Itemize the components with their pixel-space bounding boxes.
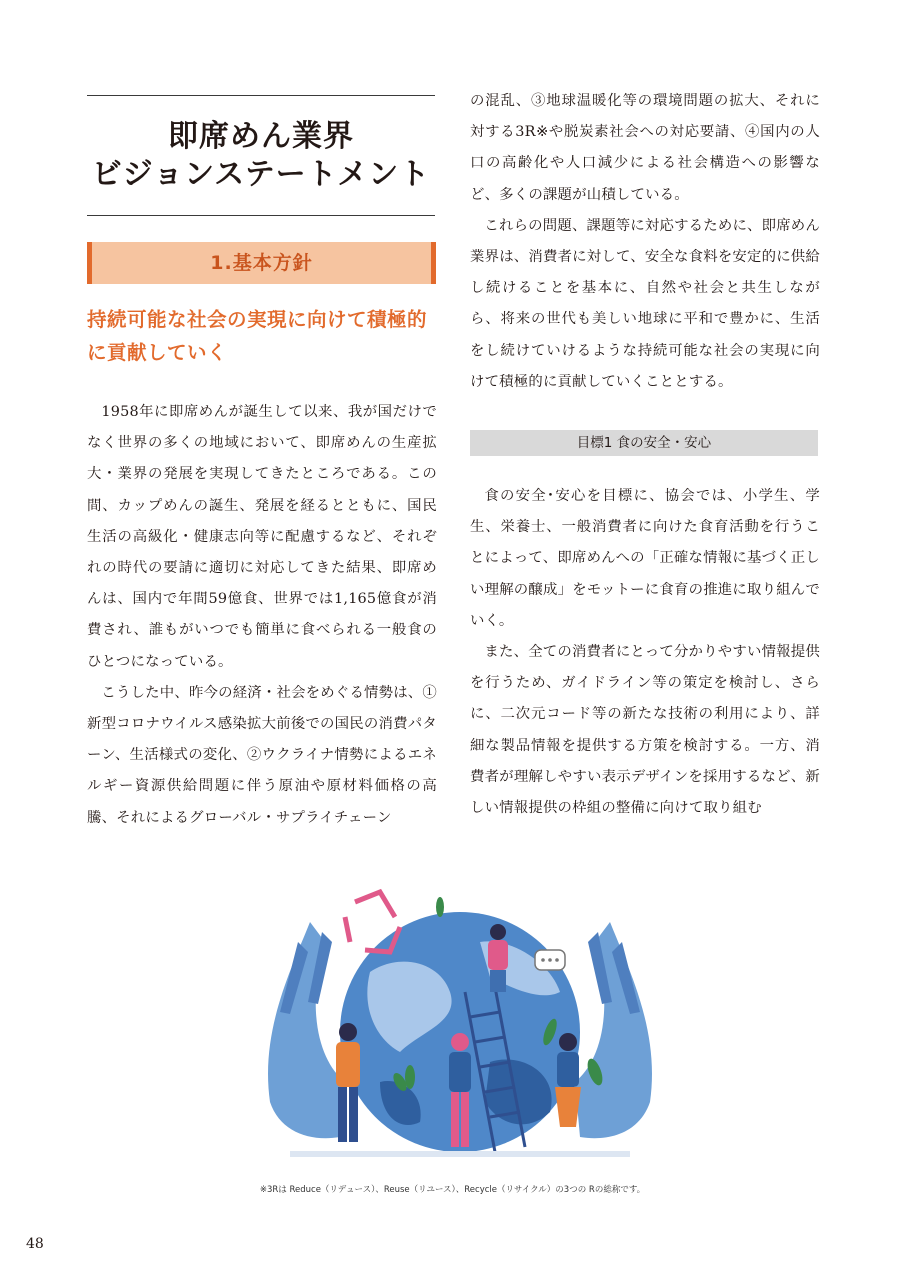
- title-line-1: 即席めん業界: [168, 119, 354, 154]
- footnote: ※3Rは Reduce（リデュース）、Reuse（リユース）、Recycle（リサイクル）の3つの Rの総称です。: [259, 1185, 646, 1195]
- speech-bubble-icon: [535, 950, 565, 970]
- right-paragraph-4: また、全ての消費者にとって分かりやすい情報提供を行うため、ガイドライン等の策定を検討し、さらに、二次元コード等の新たな技術の利用により、詳細な製品情報を提供する方策を検討する。一方、消費者が理解しやすい表示デザインを採用するなど、新しい情報提供の枠組の整備に向けて取り組む: [470, 644, 820, 817]
- right-paragraph-2: これらの問題、課題等に対応するために、即席めん業界は、消費者に対して、安全な食料を安定的に供給し続けることを基本に、自然や社会と共生しながら、将来の世代も美しい地球に平和で豊かに、生活をし続けていけるような持続可能な社会の実現に向けて積極的に貢献していくこととする。: [470, 217, 820, 390]
- right-paragraph-3: 食の安全･安心を目標に、協会では、小学生、学生、栄養士、一般消費者に向けた食育活動を行うことによって、即席めんへの「正確な情報に基づく正しい理解の醸成」をモットーに食育の推進に取り組んでいく。: [470, 488, 820, 629]
- page-number: 48: [26, 1236, 44, 1252]
- page-title: [87, 118, 435, 194]
- left-column: [87, 397, 437, 834]
- title-line-2: ビジョンステートメント: [91, 157, 431, 192]
- recycle-icon: [345, 892, 400, 952]
- left-paragraph-2: こうした中、昨今の経済・社会をめぐる情勢は、①新型コロナウイルス感染拡大前後での国民の消費パターン、生活様式の変化、②ウクライナ情勢によるエネルギー資源供給問題に伴う原油や原材料価格の高騰、それによるグローバル・サプライチェーン: [87, 684, 437, 826]
- person-on-ladder: [488, 924, 508, 992]
- left-paragraph-1: 1958年に即席めんが誕生して以来、我が国だけでなく世界の多くの地域において、即席めんの生産拡大・業界の発展を実現してきたところである。この間、カップめんの誕生、発展を経るとともに、国民生活の高級化・健康志向等に配慮するなど、それぞれの時代の要請に適切に対応してきた結果、即席めんは、国内で年間59億食、世界では1,165億食が消費され、誰もがいつでも簡単に食べられる一般食のひとつになっている。: [87, 404, 437, 670]
- right-column-top: [470, 86, 820, 398]
- subheading: 持続可能な社会の実現に向けて積極的に貢献していく: [87, 308, 428, 364]
- title-top-rule: [87, 95, 435, 96]
- right-paragraph-1: の混乱、③地球温暖化等の環境問題の拡大、それに対する3R※や脱炭素社会への対応要請、④国内の人口の高齢化や人口減少による社会構造への影響など、多くの課題が山積している。: [470, 93, 820, 203]
- earth-illustration: [250, 882, 670, 1174]
- section-heading: 1.基本方針: [87, 242, 436, 284]
- title-bottom-rule: [87, 215, 435, 216]
- right-column-bottom: [470, 481, 820, 824]
- goal-label: 目標1 食の安全・安心: [470, 430, 818, 456]
